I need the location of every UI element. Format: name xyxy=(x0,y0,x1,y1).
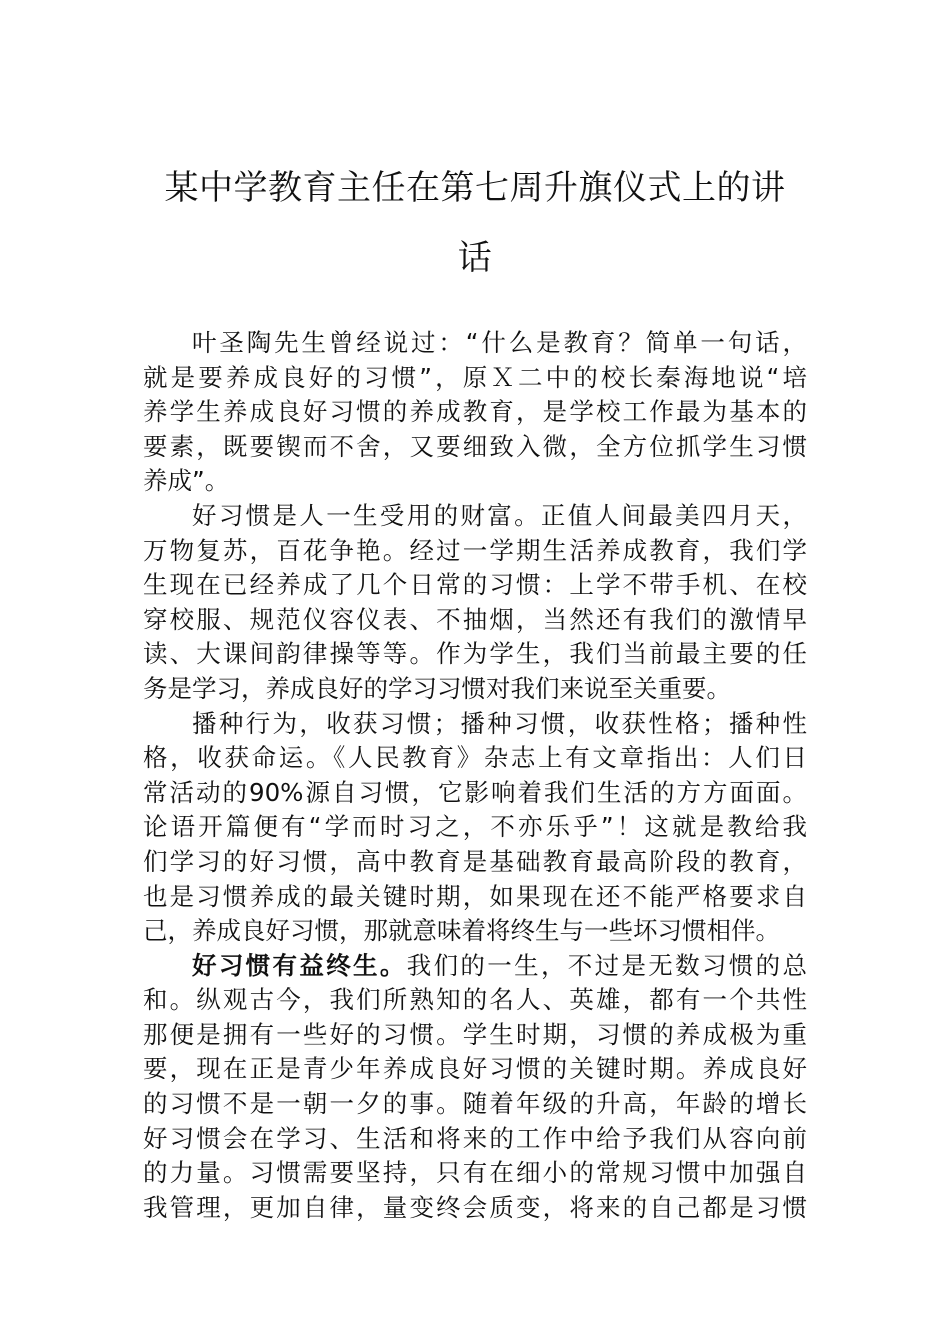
document-body xyxy=(143,326,807,1225)
paragraph-line: 格，收获命运。《人民教育》杂志上有文章指出：人们日 xyxy=(143,743,807,773)
paragraph-line: 穿校服、规范仪容仪表、不抽烟，当然还有我们的激情早 xyxy=(143,604,807,634)
paragraph-3 xyxy=(143,707,807,949)
paragraph-line: 和。纵观古今，我们所熟知的名人、英雄，都有一个共性 xyxy=(143,985,807,1015)
paragraph-line: 叶圣陶先生曾经说过：“什么是教育？简单一句话， xyxy=(192,328,807,357)
paragraph-line: 论语开篇便有“学而时习之，不亦乐乎”！这就是教给我 xyxy=(143,812,807,842)
paragraph-line: 就是要养成良好的习惯”，原Ｘ二中的校长秦海地说“培 xyxy=(143,362,807,392)
paragraph-line: 的力量。习惯需要坚持，只有在细小的常规习惯中加强自 xyxy=(143,1158,807,1188)
paragraph-line: 们学习的好习惯，高中教育是基础教育最高阶段的教育， xyxy=(143,846,807,876)
paragraph-line: 的习惯不是一朝一夕的事。随着年级的升高，年龄的增长 xyxy=(143,1089,807,1119)
paragraph-line: 务是学习，养成良好的学习习惯对我们来说至关重要。 xyxy=(143,673,731,703)
paragraph-line: 也是习惯养成的最关键时期，如果现在还不能严格要求自 xyxy=(143,881,807,911)
document-title-line-2: 话 xyxy=(457,238,493,278)
paragraph-line: 己，养成良好习惯，那就意味着将终生与一些坏习惯相伴。 xyxy=(143,916,780,946)
paragraph-line: 播种行为，收获习惯；播种习惯，收获性格；播种性 xyxy=(192,708,807,738)
paragraph-line: 好习惯会在学习、生活和将来的工作中给予我们从容向前 xyxy=(143,1123,807,1153)
paragraph-2 xyxy=(143,499,807,707)
paragraph-1 xyxy=(143,326,807,499)
paragraph-line: 养学生养成良好习惯的养成教育，是学校工作最为基本的 xyxy=(143,397,807,427)
paragraph-line: 养成”。 xyxy=(143,466,230,496)
paragraph-line: 要，现在正是青少年养成良好习惯的关键时期。养成良好 xyxy=(143,1054,807,1084)
paragraph-line: 常活动的90%源自习惯，它影响着我们生活的方方面面。 xyxy=(143,777,807,807)
paragraph-line: 读、大课间韵律操等等。作为学生，我们当前最主要的任 xyxy=(143,639,807,669)
paragraph-line: 好习惯是人一生受用的财富。正值人间最美四月天， xyxy=(192,500,807,530)
document-title-line-1: 某中学教育主任在第七周升旗仪式上的讲 xyxy=(164,168,786,208)
paragraph-line: 我管理，更加自律，量变终会质变，将来的自己都是习惯 xyxy=(143,1192,807,1222)
paragraph-line: 万物复苏，百花争艳。经过一学期生活养成教育，我们学 xyxy=(143,535,807,565)
paragraph-4 xyxy=(143,949,807,1226)
paragraph-line: 生现在已经养成了几个日常的习惯：上学不带手机、在校 xyxy=(143,570,807,600)
first-line-rest: 我们的一生，不过是无数习惯的总 xyxy=(406,950,807,980)
paragraph-line: 那便是拥有一些好的习惯。学生时期，习惯的养成极为重 xyxy=(143,1019,807,1049)
paragraph-line: 要素，既要锲而不舍，又要细致入微，全方位抓学生习惯 xyxy=(143,431,807,461)
bold-lead-text: 好习惯有益终生。 xyxy=(192,950,407,980)
paragraph-line-first xyxy=(143,949,807,984)
